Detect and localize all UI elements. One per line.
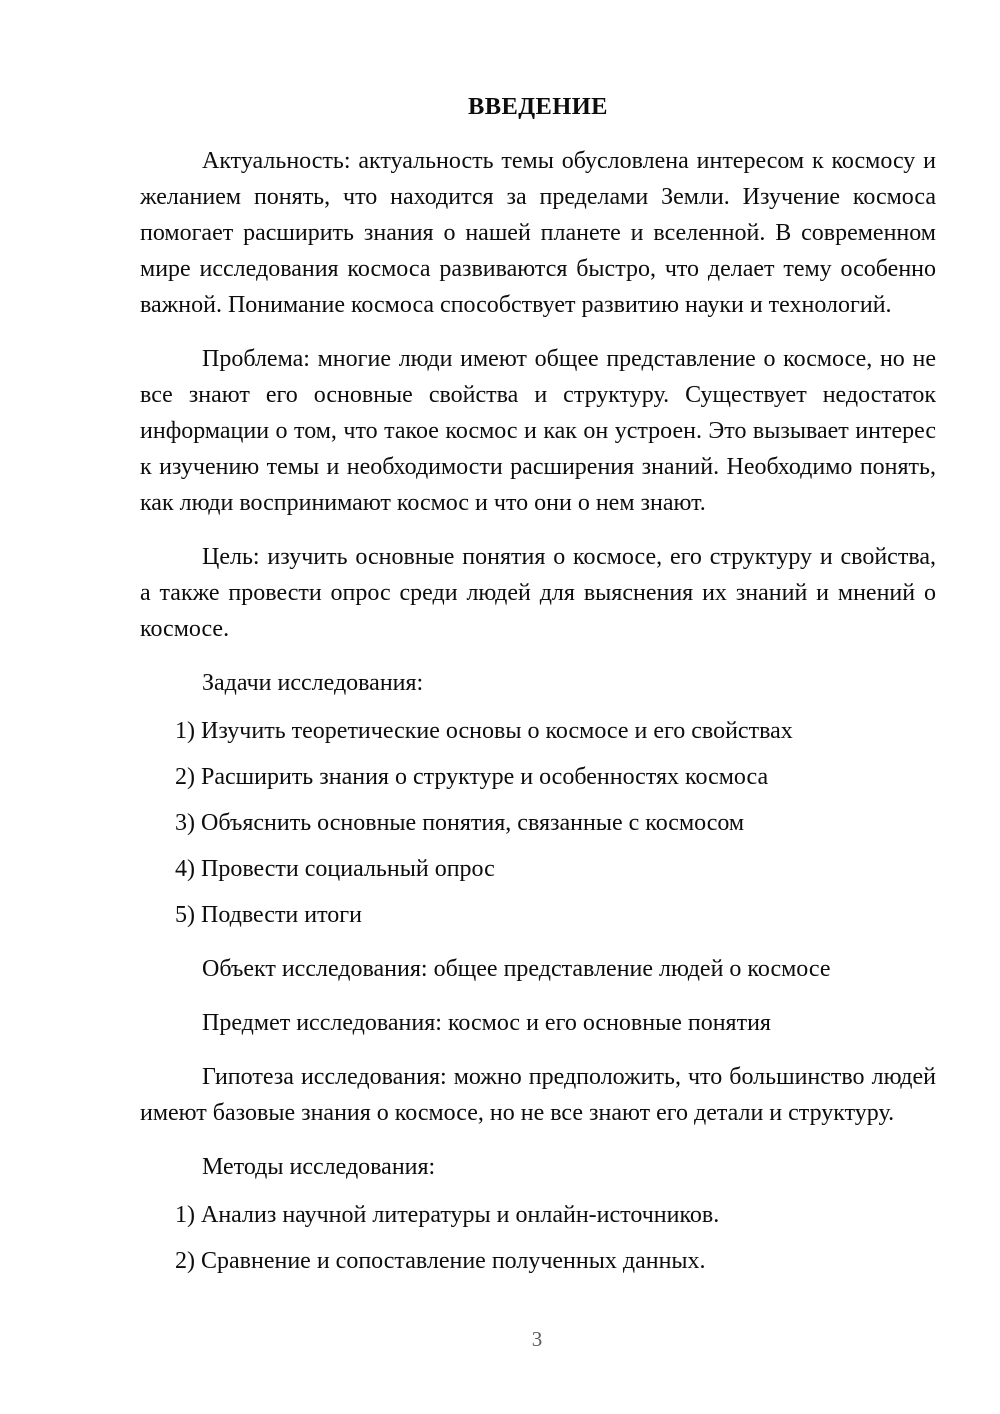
document-body <box>140 0 936 1279</box>
heading-tasks: Задачи исследования: <box>202 669 424 696</box>
paragraph-relevance: Актуальность: актуальность темы обусловлена интересом к космосу и желанием понять, что находится за пределами Земли. Изучение космоса помогает расширить знания о нашей планете и вселенной. В современном мире исследования космоса развиваются быстро, что делает тему особенно важной. Понимание космоса способствует развитию науки и технологий. <box>140 147 936 318</box>
page-title: ВВЕДЕНИЕ <box>468 93 608 120</box>
page-number: 3 <box>531 1327 543 1351</box>
paragraph-goal: Цель: изучить основные понятия о космосе, его структуру и свойства, а также провести опрос среди людей для выяснения их знаний и мнений о космосе. <box>140 543 936 642</box>
paragraph-hypothesis: Гипотеза исследования: можно предположить, что большинство людей имеют базовые знания о космосе, но не все знают его детали и структуру. <box>140 1063 936 1126</box>
list-item: 1) Анализ научной литературы и онлайн-источников. <box>175 1201 720 1228</box>
tasks-list <box>140 713 936 933</box>
paragraph-object: Объект исследования: общее представление людей о космосе <box>202 955 831 982</box>
methods-list <box>140 1197 936 1279</box>
list-item: 5) Подвести итоги <box>175 901 362 928</box>
heading-methods: Методы исследования: <box>202 1153 436 1180</box>
list-item: 2) Сравнение и сопоставление полученных данных. <box>175 1247 706 1274</box>
paragraph-subject: Предмет исследования: космос и его основные понятия <box>202 1009 771 1036</box>
paragraph-problem: Проблема: многие люди имеют общее представление о космосе, но не все знают его основные свойства и структуру. Существует недостаток информации о том, что такое космос и как он устроен. Это вызывает интерес к изучению темы и необходимости расширения знаний. Необходимо понять, как люди воспринимают космос и что они о нем знают. <box>140 345 936 516</box>
list-item: 3) Объяснить основные понятия, связанные с космосом <box>175 809 745 836</box>
list-item: 4) Провести социальный опрос <box>175 855 495 882</box>
list-item: 2) Расширить знания о структуре и особенностях космоса <box>175 763 769 790</box>
list-item: 1) Изучить теоретические основы о космосе и его свойствах <box>175 717 793 744</box>
